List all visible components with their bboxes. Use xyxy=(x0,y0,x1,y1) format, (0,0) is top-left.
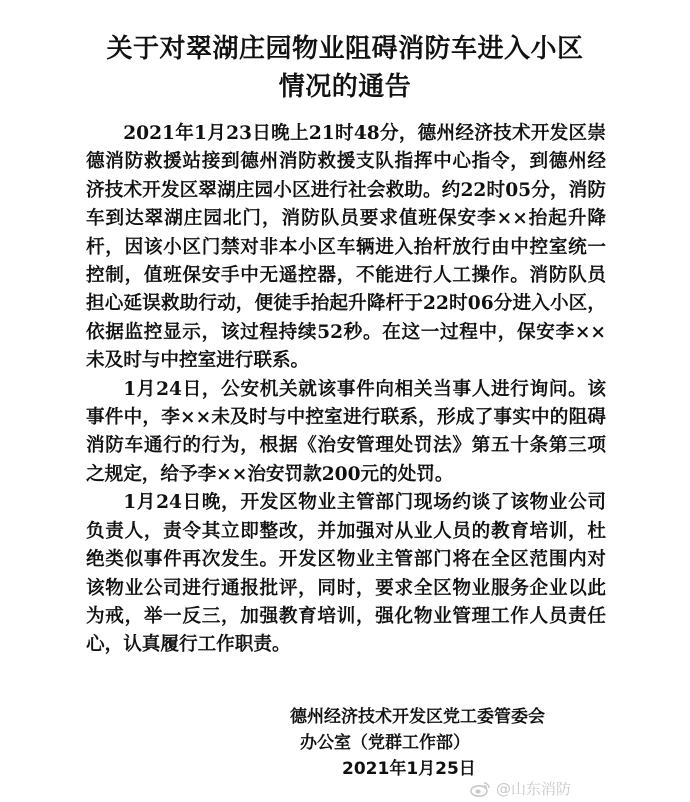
weibo-icon xyxy=(470,781,490,797)
signature-office: 办公室（党群工作部） xyxy=(300,733,470,753)
signature-date: 2021年1月25日 xyxy=(342,759,476,779)
paragraph-rectification: 1月24日晚，开发区物业主管部门现场约谈了该物业公司负责人，责令其立即整改，并加强对从业人员的教育培训，杜绝类似事件再次发生。开发区物业主管部门将在全区范围内对该物业公司进行通报批评，同时，要求全区物业服务企业以此为戒，举一反三，加强教育培训，强化物业管理工作人员责任心，认真履行工作职责。 xyxy=(86,492,606,656)
paragraph-incident: 2021年1月23日晚上21时48分，德州经济技术开发区崇德消防救援站接到德州消防救援支队指挥中心指令，到德州经济技术开发区翠湖庄园小区进行社会救助。约22时05分，消防车到达翠湖庄园北门，消防队员要求值班保安李××抬起升降杆，因该小区门禁对非本小区车辆进入抬杆放行由中控室统一控制，值班保安手中无遥控器，不能进行人工操作。消防队员担心延误救助行动，便徒手抬起升降杆于22时06分进入小区，依据监控显示，该过程持续52秒。在这一过程中，保安李××未及时与中控室进行联系。 xyxy=(86,123,606,372)
signature-organization: 德州经济技术开发区党工委管委会 xyxy=(290,707,545,727)
document-body xyxy=(86,120,606,660)
document-title xyxy=(0,30,690,106)
weibo-watermark xyxy=(470,778,571,799)
title-line-1: 关于对翠湖庄园物业阻碍消防车进入小区 xyxy=(106,34,584,64)
paragraph-police-penalty: 1月24日，公安机关就该事件向相关当事人进行询问。该事件中，李××未及时与中控室进行联系，形成了事实中的阻碍消防车通行的行为，根据《治安管理处罚法》第五十条第三项之规定，给予李××治安罚款200元的处罚。 xyxy=(86,378,606,485)
title-line-2: 情况的通告 xyxy=(278,72,412,102)
watermark-text: @山东消防 xyxy=(496,780,572,798)
signature-block xyxy=(290,704,620,782)
